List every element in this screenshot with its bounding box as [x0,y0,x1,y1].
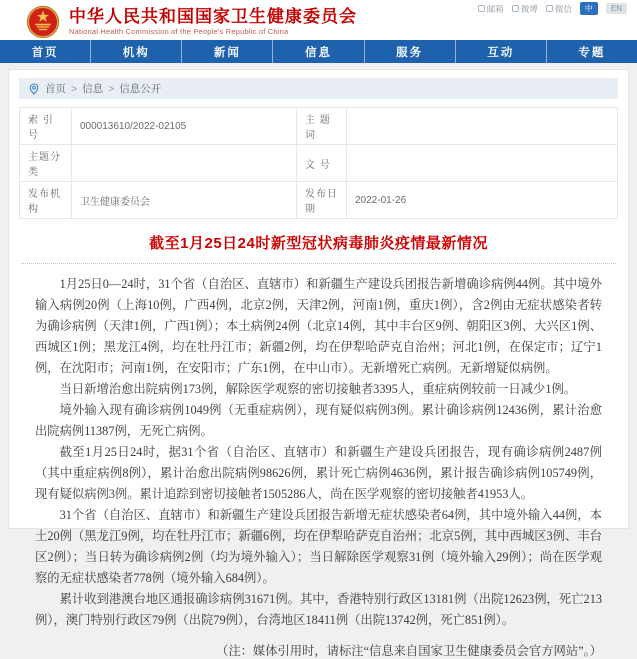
meta-label-index-no: 索 引 号 [20,108,72,145]
media-citation-note: （注：媒体引用时，请标注“信息来自国家卫生健康委员会官方网站”。） [216,644,602,658]
wechat-link[interactable]: 微信 [546,3,572,15]
meta-value-index-no: 000013610/2022-02105 [72,108,297,145]
meta-row [20,108,618,145]
header-quick-links [478,2,627,15]
article-body [19,272,618,631]
weibo-link[interactable]: 微博 [512,3,538,15]
national-emblem-logo [26,5,60,39]
meta-row [20,182,618,219]
site-title: 中华人民共和国国家卫生健康委员会 [69,7,357,26]
mail-icon [478,5,485,12]
lang-zh-button[interactable]: 中 [580,2,598,15]
nav-item-services[interactable]: 服务 [365,40,456,63]
lang-en-button[interactable]: EN [606,3,627,14]
article-paragraph: 当日新增治愈出院病例173例，解除医学观察的密切接触者3395人，重症病例较前一日减少1例。 [59,382,577,396]
main-nav [0,40,637,63]
meta-label-doc-number: 文 号 [297,145,347,182]
meta-label-category: 主题分类 [20,145,72,182]
nav-item-interaction[interactable]: 互动 [456,40,547,63]
breadcrumb-separator: > [71,82,78,95]
meta-value-category [72,145,297,182]
meta-value-issuing-agency: 卫生健康委员会 [72,182,297,219]
article-paragraph: 截至1月25日24时，据31个省（自治区、直辖市）和新疆生产建设兵团报告，现有确诊病例2487例（其中重症病例8例），累计治愈出院病例98626例，累计死亡病例4636例，累计报告确诊病例105749例，现有疑似病例3例。累计追踪到密切接触者1505286人，尚在医学观察的密切接触者41953人。 [35,445,602,501]
article-paragraph: 累计收到港澳台地区通报确诊病例31671例。其中，香港特别行政区13181例（出院12623例，死亡213例），澳门特别行政区79例（出院79例），台湾地区18411例（出院13742例，死亡851例）。 [35,592,602,627]
site-brand [69,7,357,36]
site-subtitle: National Health Commission of the People's Republic of China [69,27,289,36]
breadcrumb-home[interactable]: 首页 [45,83,66,95]
article-title: 截至1月25日24时新型冠状病毒肺炎疫情最新情况 [149,235,488,252]
nav-item-news[interactable]: 新闻 [182,40,273,63]
meta-label-subject-word: 主 题 词 [297,108,347,145]
article-paragraph: 31个省（自治区、直辖市）和新疆生产建设兵团报告新增无症状感染者64例，其中境外输入44例，本土20例（黑龙江9例，均在牡丹江市；新疆6例，均在伊犁哈萨克自治州；北京5例，其中西城区3例、丰台区2例）；当日转为确诊病例2例（均为境外输入）；当日解除医学观察31例（境外输入29例）；尚在医学观察的无症状感染者778例（境外输入684例）。 [35,508,602,585]
meta-label-publish-date: 发布日期 [297,182,347,219]
meta-value-doc-number [347,145,618,182]
content-card [8,69,629,658]
breadcrumb-info-disclosure[interactable]: 信息公开 [119,83,162,95]
document-meta-table [19,107,618,219]
site-header [0,0,637,40]
wechat-icon [546,5,553,12]
breadcrumb-separator: > [108,82,115,95]
nav-item-information[interactable]: 信息 [273,40,364,63]
meta-label-issuing-agency: 发布机构 [20,182,72,219]
weibo-icon [512,5,519,12]
nav-item-home[interactable]: 首页 [0,40,91,63]
mail-link[interactable]: 邮箱 [478,3,504,15]
location-pin-icon [29,83,39,95]
article-paragraph: 境外输入现有确诊病例1049例（无重症病例），现有疑似病例3例。累计确诊病例12436例，累计治愈出院病例11387例，无死亡病例。 [35,403,602,438]
title-divider [21,263,616,264]
meta-value-subject-word [347,108,618,145]
article-paragraph: 1月25日0—24时，31个省（自治区、直辖市）和新疆生产建设兵团报告新增确诊病例44例。其中境外输入病例20例（上海10例，广西4例，北京2例，天津2例，河南1例，重庆1例），含2例由无症状感染者转为确诊病例（天津1例，广西1例）；本土病例24例（北京14例，其中丰台区9例、朝阳区3例、大兴区1例、西城区1例；黑龙江4例，均在牡丹江市；新疆2例，均在伊犁哈萨克自治州；河北1例，在保定市；辽宁1例，在沈阳市；河南1例，在安阳市；广东1例，在中山市）。无新增死亡病例。无新增疑似病例。 [35,277,602,375]
breadcrumb [19,78,618,99]
meta-value-publish-date: 2022-01-26 [347,182,618,219]
meta-row [20,145,618,182]
breadcrumb-info[interactable]: 信息 [82,83,104,95]
nav-item-topics[interactable]: 专题 [578,46,606,59]
nav-item-organization[interactable]: 机构 [91,40,182,63]
